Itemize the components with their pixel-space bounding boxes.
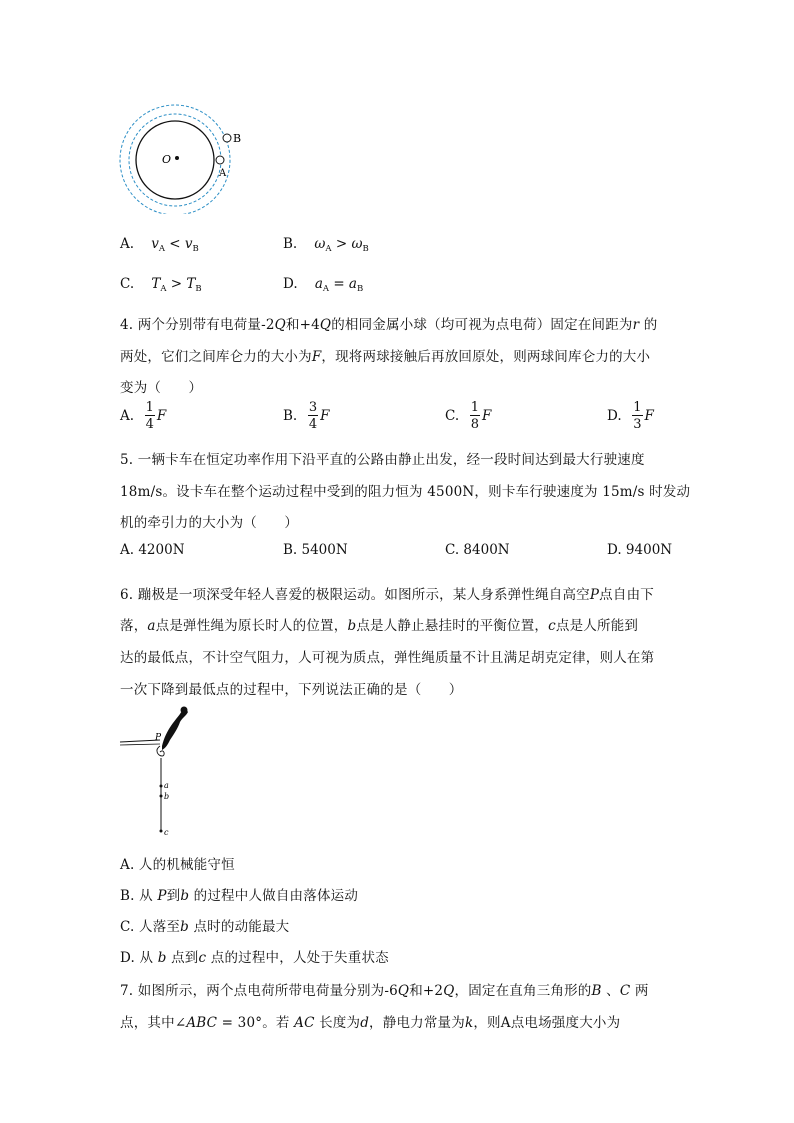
- q4-option-c: C. $\frac{1}{8}$ F: [445, 400, 492, 432]
- q6-line-2: 落，a点是弹性绳为原长时人的位置，b点是人静止悬挂时的平衡位置，c点是人所能到: [120, 618, 639, 634]
- point-c: [160, 830, 163, 833]
- q6-option-a: A. 人的机械能守恒: [120, 857, 235, 873]
- q3-option-d: D. $a_A = a_B$: [283, 276, 364, 294]
- q6-option-d: D. 从 b 点到c 点的过程中，人处于失重状态: [120, 950, 389, 966]
- q4-line-3: 变为（ ）: [120, 380, 203, 396]
- label-b: B: [233, 132, 242, 145]
- q4-line-1: 4. 两个分别带有电荷量-2Q和+4Q的相同金属小球（均可视为点电荷）固定在间距为r 的: [120, 317, 658, 333]
- q3-option-c: C. $T_A > T_B$: [120, 276, 202, 294]
- q5-line-1: 5. 一辆卡车在恒定功率作用下沿平直的公路由静止出发，经一段时间达到最大行驶速度: [120, 452, 645, 468]
- fig-label-a: a: [164, 781, 169, 790]
- q7-line-1: 7. 如图所示，两个点电荷所带电荷量分别为-6Q和+2Q，固定在直角三角形的B 、C 两: [120, 983, 649, 999]
- fig-label-b: b: [164, 792, 170, 801]
- q5-option-c: C. 8400N: [445, 542, 510, 558]
- jumper-head: [181, 707, 188, 714]
- q6-line-3: 达的最低点，不计空气阻力，人可视为质点，弹性绳质量不计且满足胡克定律，则人在第: [120, 650, 655, 666]
- orbit-figure: [118, 104, 258, 214]
- planet-circle: [136, 121, 214, 199]
- q5-option-a: A. 4200N: [120, 542, 185, 558]
- q5-option-d: D. 9400N: [607, 542, 673, 558]
- q4-option-a: A. $\frac{1}{4}$ F: [120, 400, 167, 432]
- q6-line-4: 一次下降到最低点的过程中，下列说法正确的是（ ）: [120, 682, 463, 698]
- q6-line-1: 6. 蹦极是一项深受年轻人喜爱的极限运动。如图所示，某人身系弹性绳自高空P点自由下: [120, 587, 654, 603]
- satellite-a: [216, 156, 224, 164]
- point-b: [160, 795, 163, 798]
- label-a: A: [219, 168, 227, 179]
- orbit-a: [129, 114, 221, 206]
- fig-label-p: P: [155, 733, 162, 743]
- jumper-silhouette: [162, 710, 188, 750]
- q5-line-3: 机的牵引力的大小为（ ）: [120, 515, 299, 531]
- platform-line: [120, 740, 160, 742]
- fig-label-c: c: [164, 828, 169, 837]
- label-o: O: [162, 153, 172, 166]
- q5-option-b: B. 5400N: [283, 542, 348, 558]
- q4-line-2: 两处，它们之间库仑力的大小为F，现将两球接触后再放回原处，则两球间库仑力的大小: [120, 349, 651, 365]
- q7-line-2: 点，其中∠ABC = 30°。若 AC 长度为d，静电力常量为k，则A点电场强度大小为: [120, 1015, 621, 1031]
- q3-option-b: B. $\omega_A > \omega_B$: [283, 236, 369, 254]
- q6-option-b: B. 从 P到b 的过程中人做自由落体运动: [120, 888, 359, 904]
- satellite-b: [223, 134, 231, 142]
- platform-line-2: [120, 744, 160, 745]
- q5-line-2: 18m/s。设卡车在整个运动过程中受到的阻力恒为 4500N，则卡车行驶速度为 15m/s 时发动: [120, 484, 691, 500]
- center-dot: [175, 156, 179, 160]
- q4-option-d: D. $\frac{1}{3}$ F: [607, 400, 654, 432]
- point-a: [160, 785, 163, 788]
- q4-option-b: B. $\frac{3}{4}$ F: [283, 400, 330, 432]
- q6-option-c: C. 人落至b 点时的动能最大: [120, 919, 290, 935]
- q3-option-a: A. $v_A < v_B$: [120, 236, 199, 254]
- bungee-figure: [118, 700, 198, 840]
